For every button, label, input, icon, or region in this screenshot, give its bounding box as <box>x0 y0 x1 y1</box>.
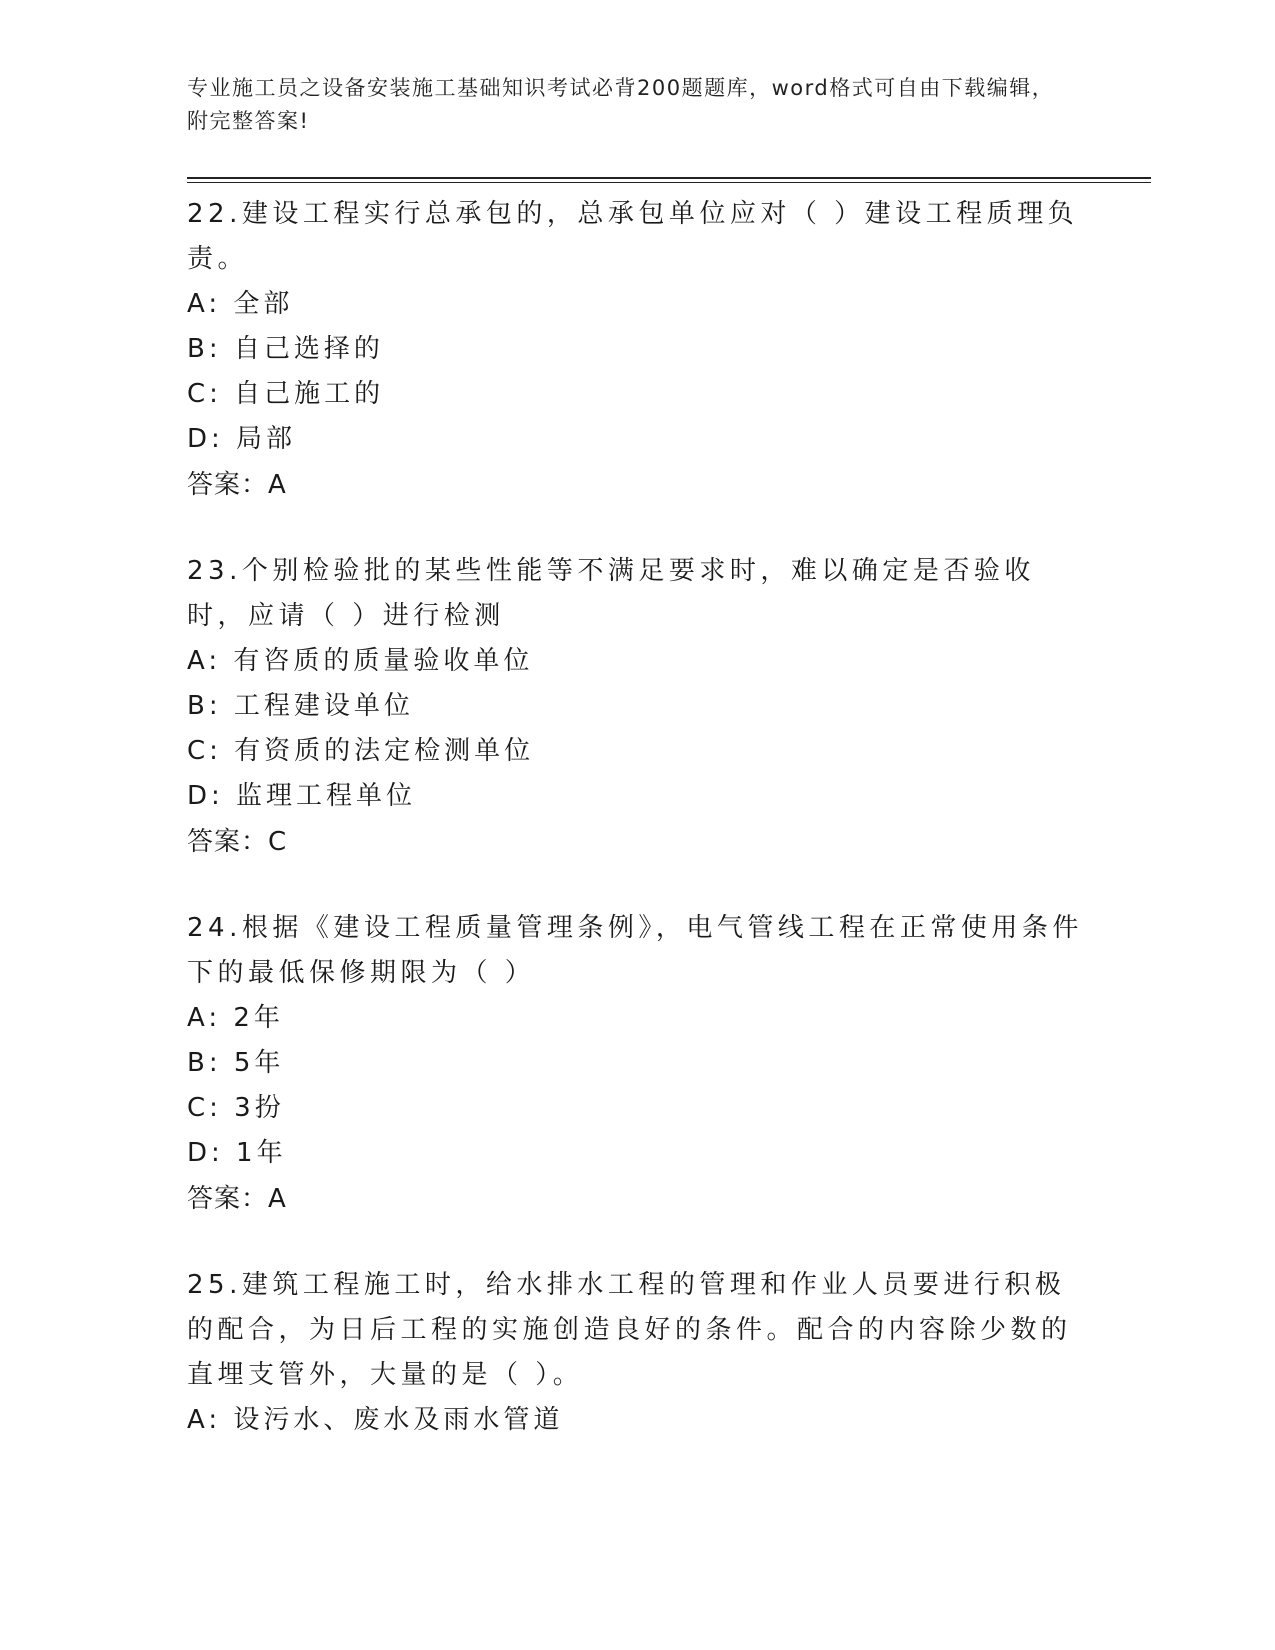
option-c: C: 自己施工的 <box>187 379 385 409</box>
option-b: B: 自己选择的 <box>187 334 384 364</box>
question-22 <box>187 188 1087 508</box>
option-a: A: 全部 <box>187 289 294 319</box>
option-d: D: 局部 <box>187 424 297 454</box>
option-a: A: 有咨质的质量验收单位 <box>187 646 534 676</box>
option-b: B: 5年 <box>187 1048 285 1078</box>
question-24 <box>187 902 1087 1222</box>
question-stem: 23.个别检验批的某些性能等不满足要求时，难以确定是否验收时，应请（ ）进行检测 <box>187 556 1035 631</box>
answer-value: A <box>268 1184 287 1214</box>
option-d: D: 监理工程单位 <box>187 781 417 811</box>
answer-value: A <box>268 470 287 500</box>
answer-line <box>187 819 1087 865</box>
question-25 <box>187 1259 1087 1443</box>
question-stem: 24.根据《建设工程质量管理条例》，电气管线工程在正常使用条件下的最低保修期限为（ ） <box>187 913 1083 988</box>
option-a: A: 2年 <box>187 1003 284 1033</box>
option-d: D: 1年 <box>187 1138 287 1168</box>
option-b: B: 工程建设单位 <box>187 691 414 721</box>
question-23 <box>187 545 1087 865</box>
question-stem: 22.建设工程实行总承包的，总承包单位应对（ ）建设工程质理负责。 <box>187 199 1079 274</box>
answer-line <box>187 462 1087 508</box>
header-divider-thin <box>187 182 1151 183</box>
header-divider-thick <box>187 177 1151 179</box>
option-c: C: 3扮 <box>187 1093 285 1123</box>
question-list <box>187 188 1087 1480</box>
answer-line <box>187 1176 1087 1222</box>
answer-value: C <box>268 827 288 857</box>
option-c: C: 有资质的法定检测单位 <box>187 736 535 766</box>
answer-label: 答案： <box>187 470 269 500</box>
answer-label: 答案： <box>187 827 269 857</box>
question-stem: 25.建筑工程施工时，给水排水工程的管理和作业人员要进行积极的配合，为日后工程的实施创造良好的条件。配合的内容除少数的直埋支管外，大量的是（ ）。 <box>187 1270 1072 1390</box>
answer-label: 答案： <box>187 1184 269 1214</box>
document-header: 专业施工员之设备安装施工基础知识考试必背200题题库，word格式可自由下载编辑，附完整答案! <box>187 76 1055 133</box>
option-a: A: 设污水、废水及雨水管道 <box>187 1405 564 1435</box>
